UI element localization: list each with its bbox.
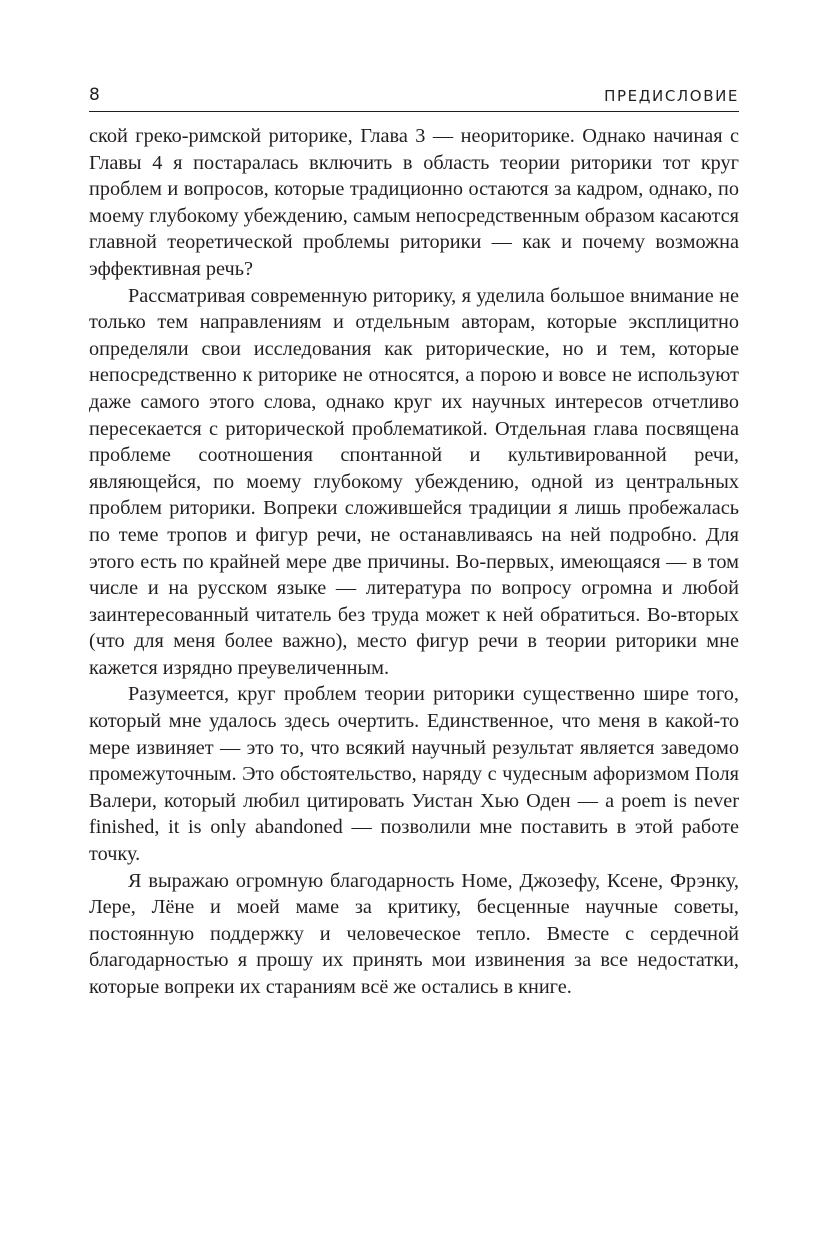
paragraph-acknowledgements: Я выражаю огромную благодарность Номе, Джозефу, Ксене, Фрэнку, Лере, Лёне и моей маме за критику, бесценные научные советы, постоянную поддержку и человеческое тепло. Вместе с сердечной благодарностью я прошу их принять мои извинения за все недостатки, которые вопреки их стараниям всё же остались в книге. [89, 869, 739, 998]
body-text [89, 123, 739, 1001]
paragraph-scope: Разумеется, круг проблем теории риторики существенно шире того, который мне удалось здесь очертить. Единственное, что меня в какой-то мере извиняет — это то, что всякий научный результат является заведомо промежуточным. Это обстоятельство, наряду с чудесным афоризмом Поля Валери, который любил цитировать Уистан Хью Оден — a poem is never finished, it is only abandoned — позволили мне поставить в этой работе точку. [89, 683, 739, 866]
section-title: ПРЕДИСЛОВИЕ [604, 87, 739, 105]
header-rule [89, 111, 739, 112]
paragraph-modern-rhetoric: Рассматривая современную риторику, я уделила большое внимание не только тем направлениям и отдельным авторам, которые эксплицитно определяли свои исследования как риторические, но и тем, которые непосредственно к риторике не относятся, а порою и вовсе не используют даже самого этого слова, однако круг их научных интересов отчетливо пересекается с риторической проблематикой. Отдельная глава посвящена проблеме соотношения спонтанной и культивированной речи, являющейся, по моему глубокому убеждению, одной из центральных проблем риторики. Вопреки сложившейся традиции я лишь пробежалась по теме тропов и фигур речи, не останавливаясь на ней подробно. Для этого есть по крайней мере две причины. Во-первых, имеющаяся — в том числе и на русском языке — литература по вопросу огромна и любой заинтересованный читатель без труда может к ней обратиться. Во-вторых (что для меня более важно), место фигур речи в теории риторики мне кажется изрядно преувеличенным. [89, 284, 739, 679]
running-head [89, 84, 739, 110]
paragraph-continued: ской греко-римской риторике, Глава 3 — неориторике. Однако начиная с Главы 4 я постаралась включить в область теории риторики тот круг проблем и вопросов, которые традиционно остаются за кадром, однако, по моему глубокому убеждению, самым непосредственным образом касаются главной теоретической проблемы риторики — как и почему возможна эффективная речь? [89, 125, 739, 280]
page-number: 8 [89, 85, 100, 105]
